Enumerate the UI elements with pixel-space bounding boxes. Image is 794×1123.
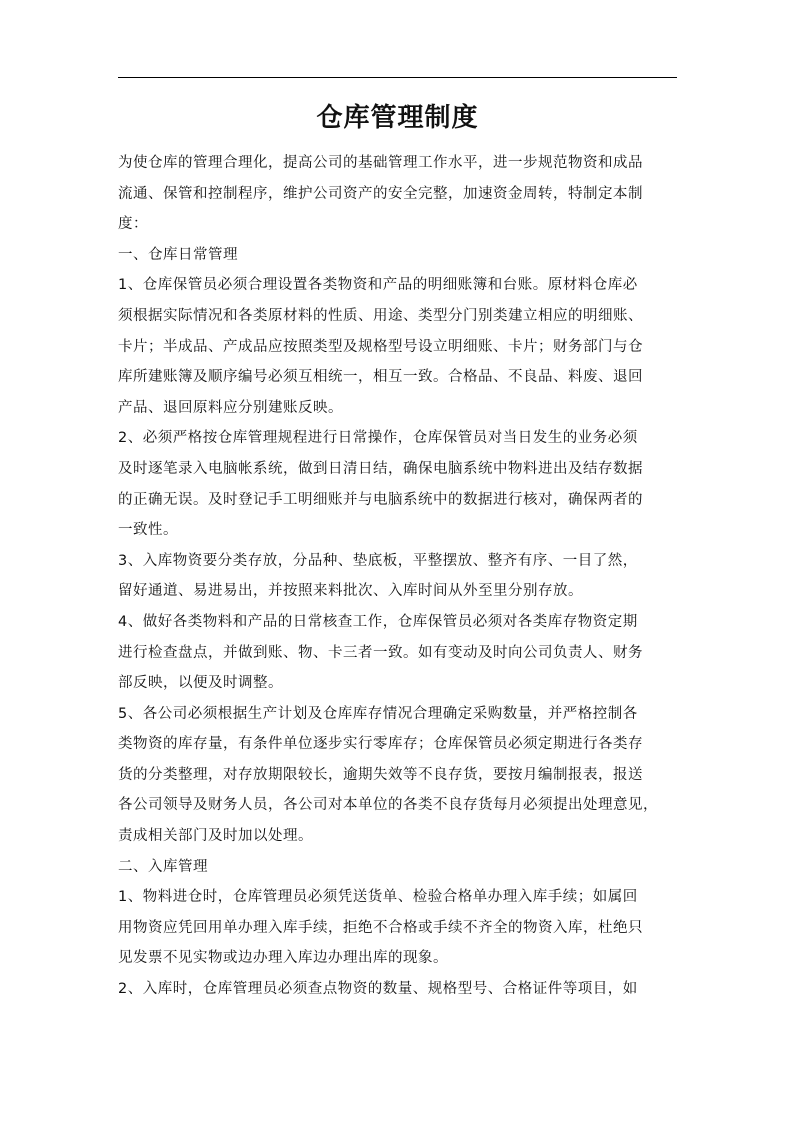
clause-line: 部反映，以便及时调整。	[118, 675, 283, 692]
clause-line: 1、仓库保管员必须合理设置各类物资和产品的明细账簿和台账。原材料仓库必	[118, 277, 638, 294]
intro-line: 为使仓库的管理合理化，提高公司的基础管理工作水平，进一步规范物资和成品	[118, 155, 643, 171]
clause-line: 2、入库时，仓库管理员必须查点物资的数量、规格型号、合格证件等项目，如	[118, 981, 638, 998]
clause-line: 用物资应凭回用单办理入库手续，拒绝不合格或手续不齐全的物资入库，杜绝只	[118, 919, 643, 936]
header-divider	[118, 77, 677, 78]
clause-line: 4、做好各类物料和产品的日常核查工作，仓库保管员必须对各类库存物资定期	[118, 613, 638, 630]
clause-1-3	[118, 546, 681, 607]
intro-line: 度：	[118, 216, 148, 233]
document-title: 仓库管理制度	[316, 103, 479, 133]
clause-1-2	[118, 423, 681, 545]
clause-line: 各公司领导及财务人员，各公司对本单位的各类不良存货每月必须提出处理意见，	[118, 797, 658, 814]
clause-line: 5、各公司必须根据生产计划及仓库库存情况合理确定采购数量，并严格控制各	[118, 705, 638, 722]
clause-line: 进行检查盘点，并做到账、物、卡三者一致。如有变动及时向公司负责人、财务	[118, 644, 643, 661]
clause-line: 1、物料进仓时，仓库管理员必须凭送货单、检验合格单办理入库手续；如属回	[118, 889, 638, 906]
clause-line: 一致性。	[118, 522, 178, 539]
section-heading-inbound-management: 二、入库管理	[118, 858, 208, 875]
clause-line: 留好通道、易进易出，并按照来料批次、入库时间从外至里分别存放。	[118, 583, 583, 600]
clause-1-4	[118, 607, 681, 699]
intro-line: 流通、保管和控制程序，维护公司资产的安全完整，加速资金周转，特制定本制	[118, 185, 643, 202]
clause-line: 卡片；半成品、产成品应按照类型及规格型号设立明细账、卡片；财务部门与仓	[118, 338, 643, 355]
clause-line: 货的分类整理，对存放期限较长，逾期失效等不良存货，要按月编制报表，报送	[118, 766, 643, 783]
clause-line: 须根据实际情况和各类原材料的性质、用途、类型分门别类建立相应的明细账、	[118, 307, 643, 324]
clause-line: 的正确无误。及时登记手工明细账并与电脑系统中的数据进行核对，确保两者的	[118, 491, 643, 508]
clause-line: 责成相关部门及时加以处理。	[118, 828, 313, 845]
clause-1-5	[118, 699, 681, 852]
clause-1-1	[118, 270, 681, 423]
document-body	[118, 148, 681, 1005]
clause-2-1	[118, 882, 681, 974]
clause-line: 见发票不见实物或边办理入库边办理出库的现象。	[118, 950, 448, 967]
clause-line: 2、必须严格按仓库管理规程进行日常操作，仓库保管员对当日发生的业务必须	[118, 430, 638, 447]
intro-paragraph	[118, 148, 681, 240]
clause-line: 3、入库物资要分类存放，分品种、垫底板，平整摆放、整齐有序、一目了然，	[118, 552, 638, 569]
clause-line: 类物资的库存量，有条件单位逐步实行零库存；仓库保管员必须定期进行各类存	[118, 736, 643, 753]
clause-line: 产品、退回原料应分别建账反映。	[118, 399, 343, 416]
clause-line: 库所建账簿及顺序编号必须互相统一，相互一致。合格品、不良品、料废、退回	[118, 369, 643, 386]
clause-2-2	[118, 974, 681, 1005]
section-heading-daily-management: 一、仓库日常管理	[118, 246, 238, 263]
clause-line: 及时逐笔录入电脑帐系统，做到日清日结，确保电脑系统中物料进出及结存数据	[118, 460, 643, 477]
